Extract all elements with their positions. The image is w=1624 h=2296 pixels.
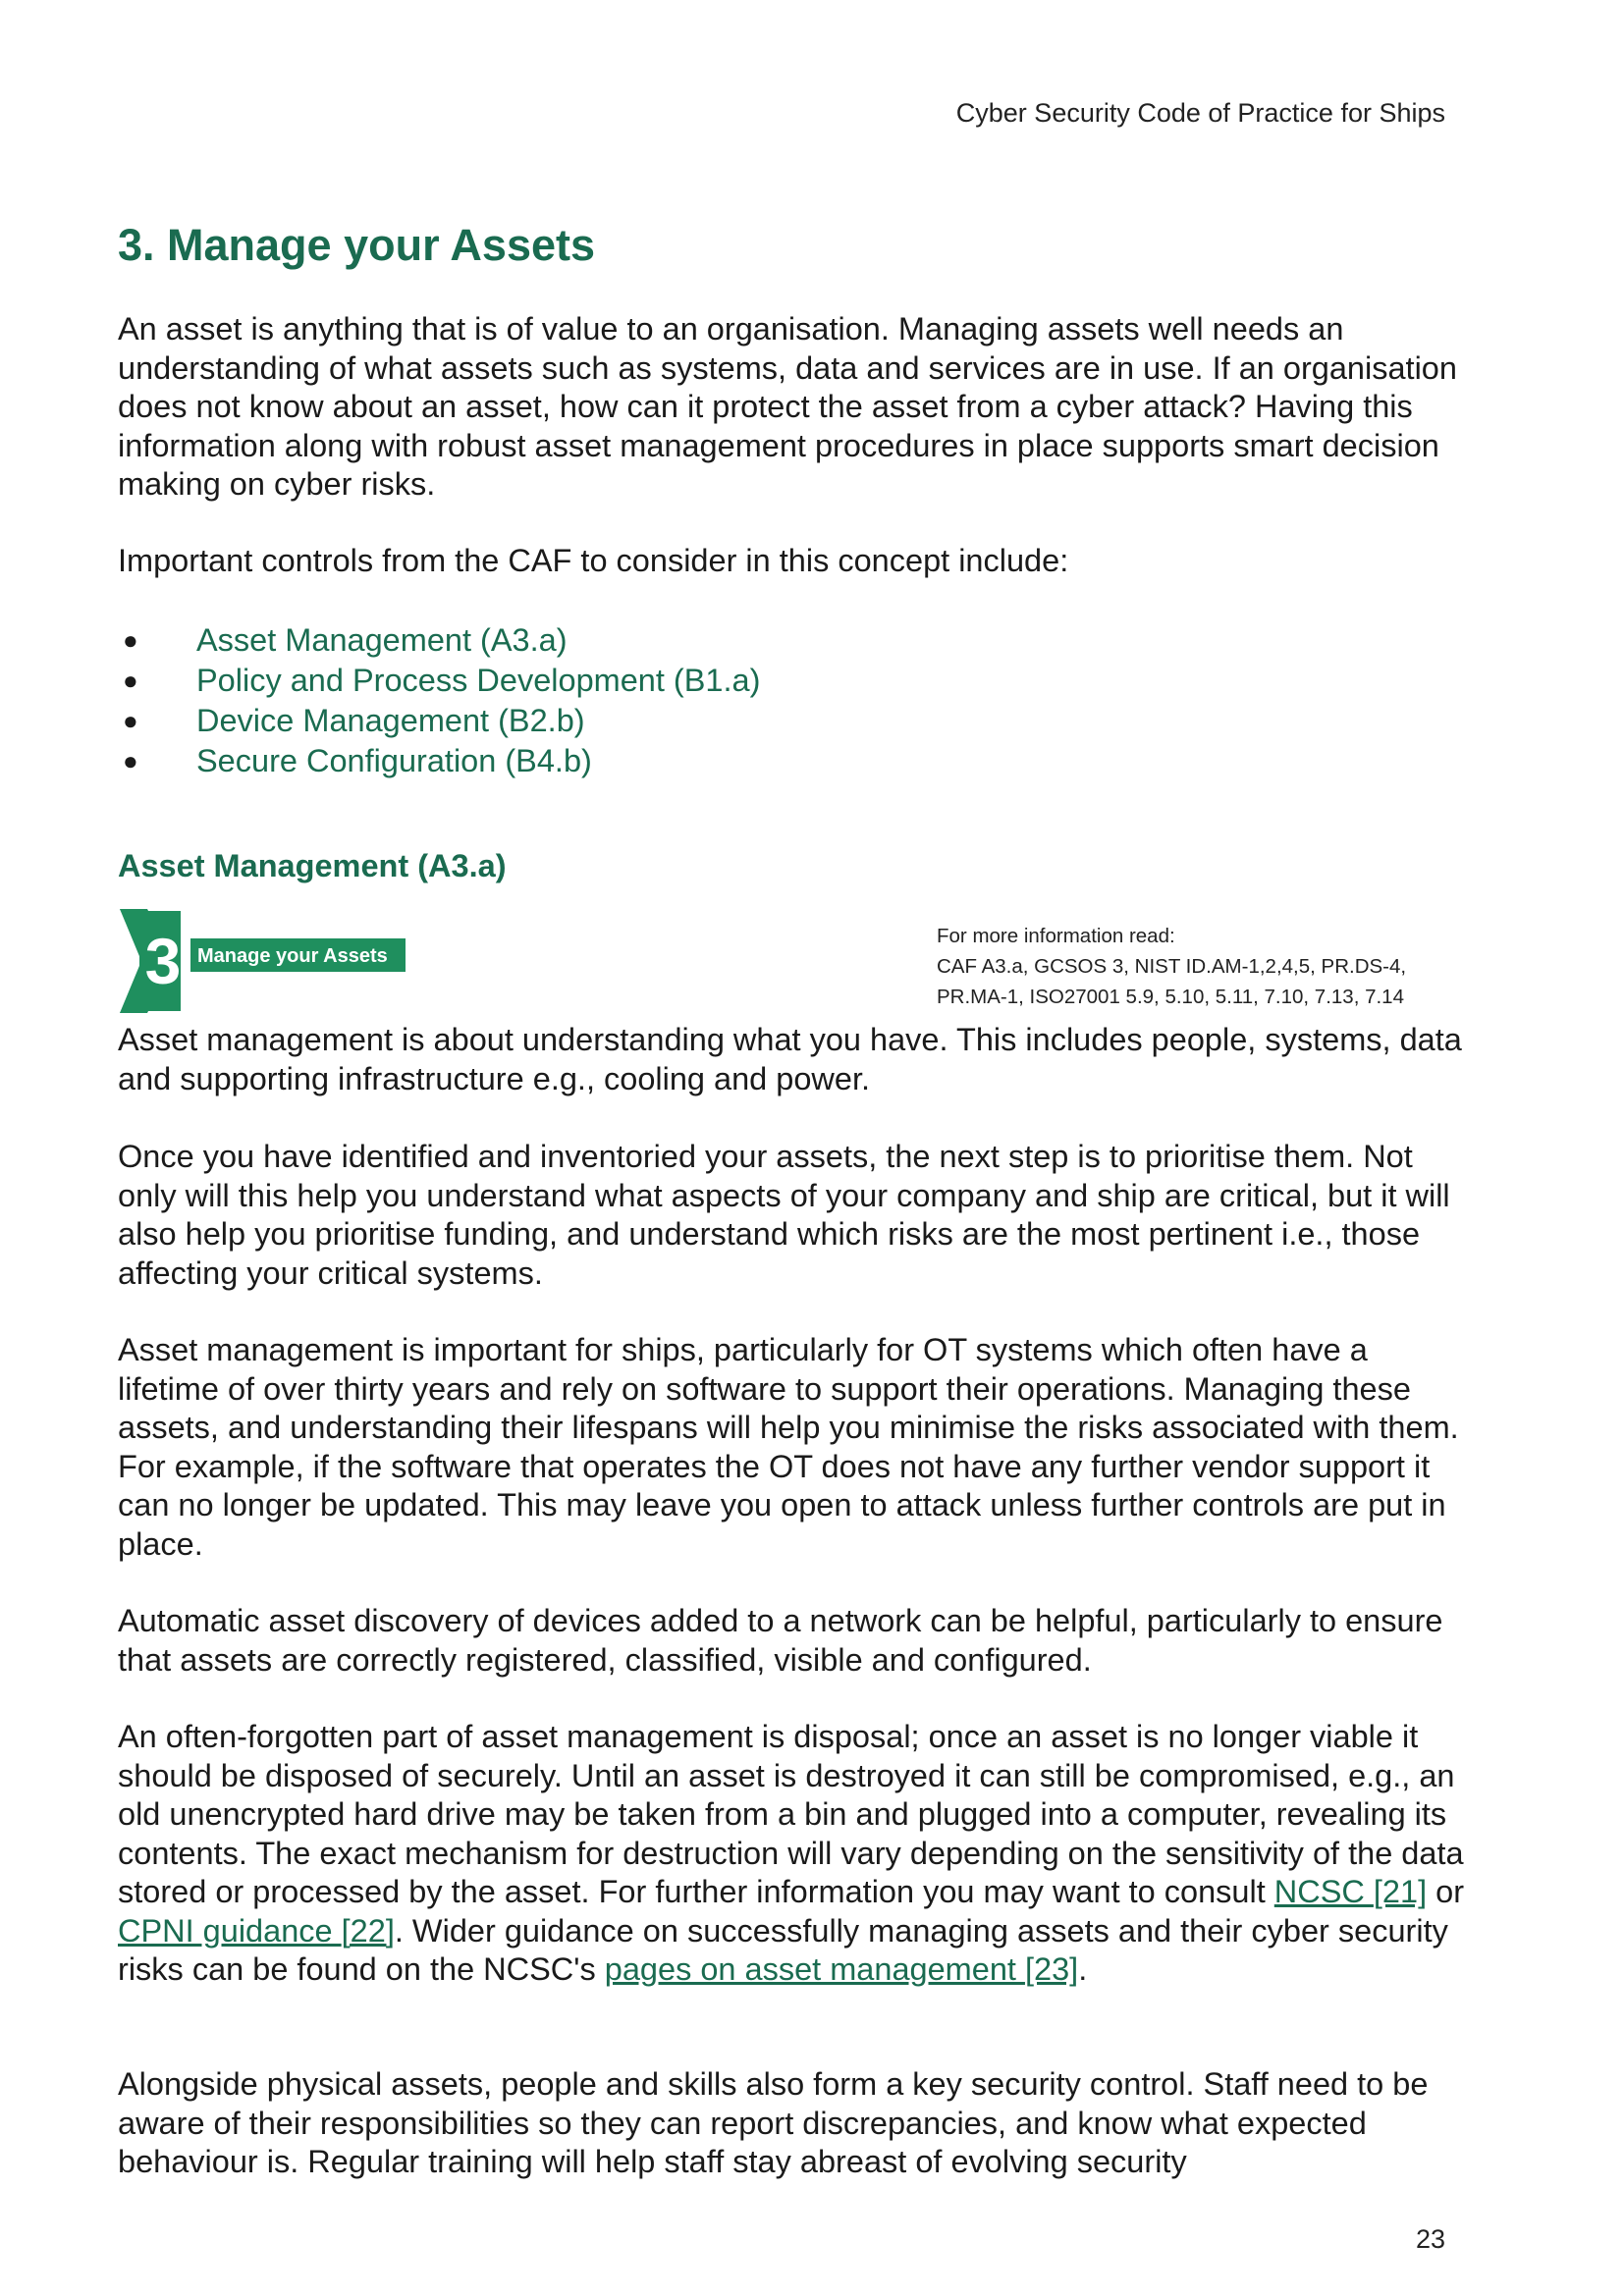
intro-paragraph: An asset is anything that is of value to an organisation. Managing assets well needs an understanding of what assets such as systems, data and services are in use. If an organisation does not know about an asset, how can it protect the asset from a cyber attack? Having this information along with robust asset management procedures in place supports smart decision making on cyber risks. (118, 311, 1457, 502)
body-paragraph: Asset management is about understanding what you have. This includes people, systems, data and supporting infrastructure e.g., cooling and power. (118, 1022, 1462, 1096)
ncsc-link[interactable]: NCSC [21] (1273, 1874, 1428, 1909)
more-info-heading: For more information read: (937, 925, 1175, 947)
controls-list (118, 620, 760, 781)
bullet-icon: ● (123, 625, 138, 655)
asset-management-pages-link[interactable]: pages on asset management [23] (604, 1951, 1079, 1987)
controls-intro: Important controls from the CAF to consider in this concept include: (118, 543, 1069, 578)
section-title: 3. Manage your Assets (118, 220, 596, 270)
body-paragraph: Alongside physical assets, people and skills also form a key security control. Staff need to be aware of their responsibilities so they can report discrepancies, and know what expected behaviour is. Regular training will help staff stay abreast of evolving security (118, 2066, 1429, 2179)
body-paragraph: Asset management is important for ships, particularly for OT systems which often have a lifetime of over thirty years and rely on software to support their operations. Managing these assets, and understanding their lifespans will help you minimise the risks associated with them. For example, if the software that operates the OT does not have any further vendor support it can no longer be updated. This may leave you open to attack unless further controls are put in place. (118, 1332, 1459, 1562)
running-header: Cyber Security Code of Practice for Ships (955, 98, 1445, 128)
badge-label: Manage your Assets (197, 945, 388, 967)
subsection-title: Asset Management (A3.a) (118, 848, 507, 883)
list-item[interactable]: ● Device Management (B2.b) (118, 701, 760, 741)
more-info-line: PR.MA-1, ISO27001 5.9, 5.10, 5.11, 7.10, 7.13, 7.14 (937, 986, 1404, 1008)
page-number: 23 (1415, 2224, 1445, 2254)
more-info-line: CAF A3.a, GCSOS 3, NIST ID.AM-1,2,4,5, PR.DS-4, (937, 955, 1407, 978)
cpni-guidance-link[interactable]: CPNI guidance [22] (118, 1912, 395, 1949)
body-paragraph: Once you have identified and inventoried your assets, the next step is to prioritise them. Not only will this help you understand what aspects of your company and ship are critical, but it will also help you prioritise funding, and understand which risks are the most pertinent i.e., those affecting your critical systems. (118, 1139, 1450, 1291)
body-paragraph: An often-forgotten part of asset management is disposal; once an asset is no longer viable it should be disposed of securely. Until an asset is destroyed it can still be compromised, e.g., an old unencrypted hard drive may be taken from a bin and plugged into a computer, revealing its contents. The exact mechanism for destruction will vary depending on the sensitivity of the data stored or processed by the asset. For further information you may want to consult NCSC [21] or CPNI guidance [22]. Wider guidance on successfully managing assets and their cyber security risks can be found on the NCSC's pages on asset management [23]. (118, 1719, 1465, 1987)
list-item[interactable]: ● Asset Management (A3.a) (118, 620, 760, 661)
bullet-icon: ● (123, 666, 138, 695)
list-item[interactable]: ● Secure Configuration (B4.b) (118, 741, 760, 781)
badge-number: 3 (144, 925, 182, 997)
list-item[interactable]: ● Policy and Process Development (B1.a) (118, 661, 760, 701)
more-info-box (937, 921, 1487, 1012)
bullet-icon: ● (123, 706, 138, 735)
body-paragraph: Automatic asset discovery of devices added to a network can be helpful, particularly to ensure that assets are correctly registered, classified, visible and configured. (118, 1603, 1443, 1678)
bullet-icon: ● (123, 746, 138, 775)
manage-assets-badge (118, 907, 407, 1015)
